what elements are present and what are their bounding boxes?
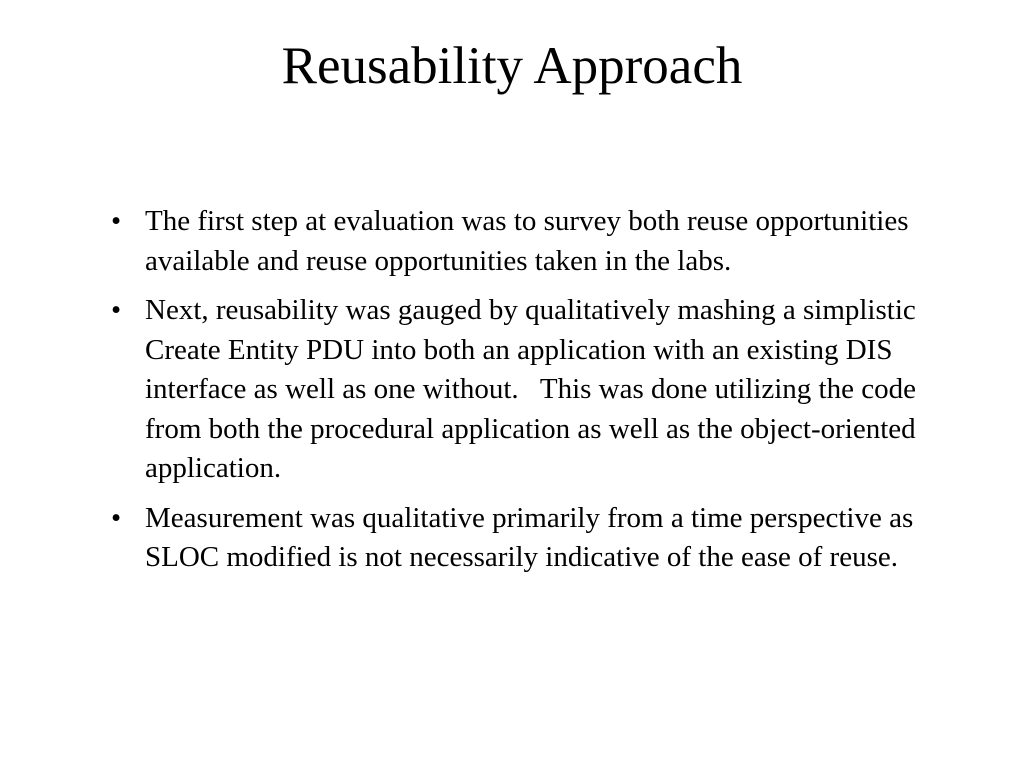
bullet-item (105, 499, 935, 578)
bullet-text: The first step at evaluation was to survey both reuse opportunities available and reuse opportunities taken in the labs. (145, 205, 916, 277)
bullet-list (105, 202, 935, 588)
bullet-item (105, 291, 935, 489)
bullet-item (105, 202, 935, 281)
bullet-text: Next, reusability was gauged by qualitatively mashing a simplistic Create Entity PDU into both an application with an existing DIS interface as well as one without. This was done utilizing the code from both the procedural application as well as the object-oriented application. (145, 294, 924, 484)
bullet-text: Measurement was qualitative primarily from a time perspective as SLOC modified is not necessarily indicative of the ease of reuse. (145, 501, 921, 573)
bullet-icon: • (111, 501, 122, 534)
bullet-icon: • (111, 294, 122, 326)
slide-title: Reusability Approach (281, 37, 743, 95)
bullet-icon: • (111, 205, 122, 237)
